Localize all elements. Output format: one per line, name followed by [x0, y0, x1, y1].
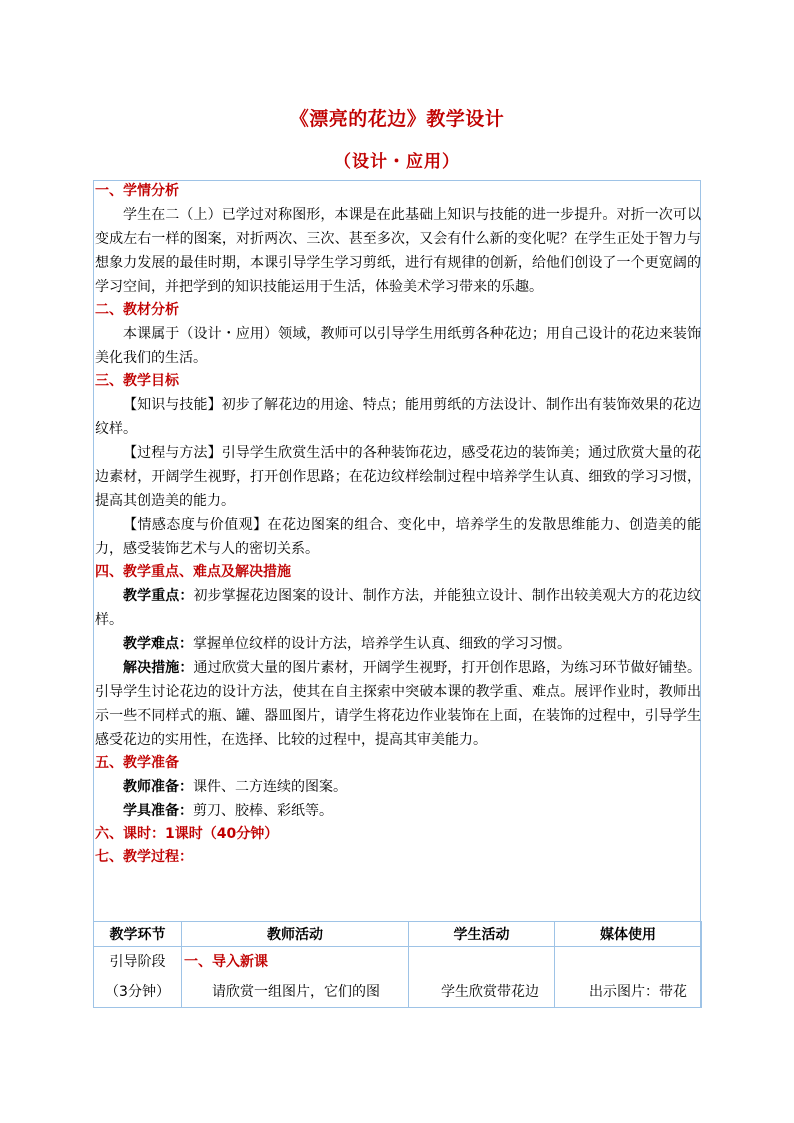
section-heading-preparation: 五、教学准备 [95, 755, 179, 771]
goal-knowledge: 【知识与技能】初步了解花边的用途、特点；能用剪纸的方法设计、制作出有装饰效果的花边纹样。 [95, 397, 701, 437]
solution-text: 通过欣赏大量的图片素材，开阔学生视野，打开创作思路，为练习环节做好铺垫。引导学生讨论花边的设计方法，使其在自主探索中突破本课的教学重、难点。展评作业时，教师出示一些不同样式的瓶、罐、器皿图片，请学生将花边作业装饰在上面，在装饰的过程中，引导学生感受花边的实用性，在选择、比较的过程中，提高其审美能力。 [95, 660, 701, 748]
student-activity-text: 学生欣赏带花边 [441, 984, 539, 1000]
stage-cell [94, 947, 182, 1008]
section-body-material: 本课属于（设计・应用）领域，教师可以引导学生用纸剪各种花边；用自己设计的花边来装饰美化我们的生活。 [95, 326, 701, 366]
section-body-analysis: 学生在二（上）已学过对称图形，本课是在此基础上知识与技能的进一步提升。对折一次可以变成左右一样的图案，对折两次、三次、甚至多次，又会有什么新的变化呢？在学生正处于智力与想象力发展的最佳时期，本课引导学生学习剪纸，进行有规律的创新，给他们创设了一个更宽阔的学习空间，并把学到的知识技能运用于生活，体验美术学习带来的乐趣。 [95, 207, 701, 295]
goal-process: 【过程与方法】引导学生欣赏生活中的各种装饰花边，感受花边的装饰美；通过欣赏大量的花边素材，开阔学生视野，打开创作思路；在花边纹样绘制过程中培养学生认真、细致的学习习惯，提高其创造美的能力。 [95, 445, 701, 509]
stage-name: 引导阶段 [109, 954, 166, 970]
teacher-activity-section: 一、导入新课 [184, 954, 268, 970]
media-use-text: 出示图片：带花 [589, 984, 687, 1000]
student-preparation-label: 学具准备： [123, 803, 193, 819]
key-point-label: 教学重点： [123, 588, 194, 604]
student-activity-cell [409, 947, 555, 1008]
lesson-content [95, 180, 701, 869]
section-heading-material: 二、教材分析 [95, 302, 179, 318]
teacher-preparation-text: 课件、二方连续的图案。 [193, 779, 347, 795]
student-preparation [95, 799, 701, 823]
process-table [93, 921, 702, 1008]
difficulty [95, 632, 701, 656]
teacher-preparation-label: 教师准备： [123, 779, 193, 795]
header-teacher-activity: 教师活动 [182, 922, 409, 947]
section-heading-goals: 三、教学目标 [95, 373, 179, 389]
difficulty-text: 掌握单位纹样的设计方法，培养学生认真、细致的学习习惯。 [193, 636, 571, 652]
header-student-activity: 学生活动 [409, 922, 555, 947]
process-table-header-row [94, 922, 702, 947]
header-media-use: 媒体使用 [555, 922, 702, 947]
document-subtitle: （设计・应用） [334, 152, 460, 172]
stage-duration: （3分钟） [105, 984, 170, 1000]
document-title: 《漂亮的花边》教学设计 [289, 108, 505, 130]
section-heading-duration: 六、课时：1课时（40分钟） [95, 826, 279, 842]
section-heading-analysis: 一、学情分析 [95, 183, 179, 199]
section-heading-process: 七、教学过程： [95, 849, 193, 865]
header-stage: 教学环节 [94, 922, 182, 947]
teacher-activity-text: 请欣赏一组图片，它们的图 [212, 984, 380, 1000]
goal-attitude: 【情感态度与价值观】在花边图案的组合、变化中，培养学生的发散思维能力、创造美的能力，感受装饰艺术与人的密切关系。 [95, 517, 701, 557]
teacher-activity-cell [182, 947, 409, 1008]
solution [95, 656, 701, 752]
solution-label: 解决措施： [123, 660, 194, 676]
key-point-text: 初步掌握花边图案的设计、制作方法，并能独立设计、制作出较美观大方的花边纹样。 [95, 588, 701, 628]
key-point [95, 584, 701, 632]
section-heading-keypoints: 四、教学重点、难点及解决措施 [95, 564, 291, 580]
teacher-preparation [95, 775, 701, 799]
student-preparation-text: 剪刀、胶棒、彩纸等。 [193, 803, 333, 819]
media-use-cell [555, 947, 702, 1008]
table-row [94, 947, 702, 1008]
difficulty-label: 教学难点： [123, 636, 193, 652]
